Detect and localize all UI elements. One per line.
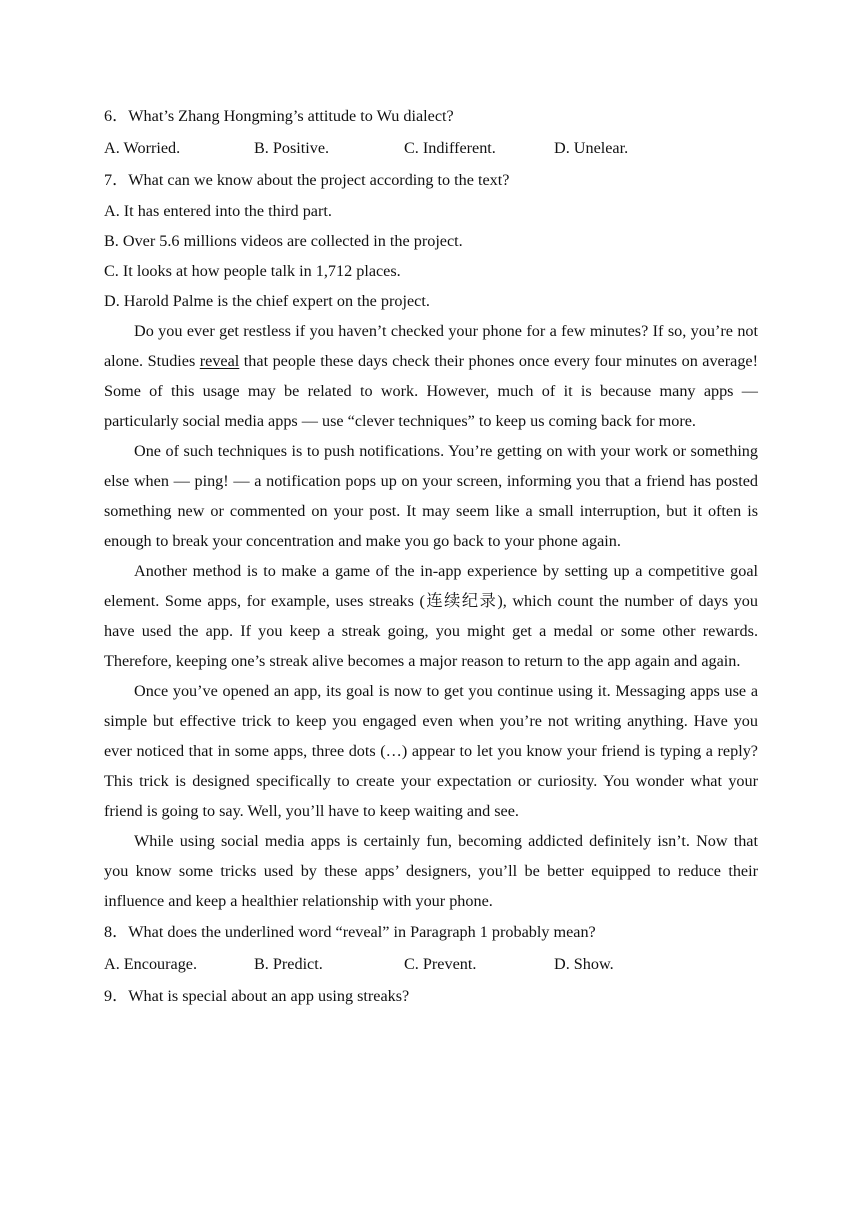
question-8-stem: 8．What does the underlined word “reveal” in Paragraph 1 probably mean? [104,923,596,941]
question-6-option-a: A. Worried. [104,139,181,157]
question-6-option-d: D. Unelear. [554,139,629,157]
question-8-option-a: A. Encourage. [104,955,198,973]
question-7-option-a: A. It has entered into the third part. [104,202,332,220]
question-8-option-b: B. Predict. [254,955,323,973]
question-9-stem: 9．What is special about an app using streaks? [104,987,410,1005]
passage-paragraph-3: Another method is to make a game of the in-app experience by setting up a competitive goal element. Some apps, for example, uses streaks (连续纪录), which count the number of days you have used the app. If you keep a streak going, you might get a medal or some other rewards. Therefore, keeping one’s streak alive becomes a major reason to return to the app again and again. [104,562,758,670]
passage-paragraph-2: One of such techniques is to push notifications. You’re getting on with your work or something else when — ping! — a notification pops up on your screen, informing you that a friend has posted something new or commented on your post. It may seem like a small interruption, but it often is enough to break your concentration and make you go back to your phone again. [104,442,758,550]
question-6-stem: 6．What’s Zhang Hongming’s attitude to Wu dialect? [104,107,454,125]
passage-paragraph-5: While using social media apps is certainly fun, becoming addicted definitely isn’t. Now that you know some tricks used by these apps’ designers, you’ll be better equipped to reduce their influence and keep a healthier relationship with your phone. [104,832,758,910]
question-6-option-b: B. Positive. [254,139,330,157]
paragraph-1-text-start: Do you ever get restless if you haven’t checked your phone for a few minutes? If so, you’re not alone. Studies [104,322,758,370]
question-7-option-d: D. Harold Palme is the chief expert on the project. [104,292,430,310]
question-7-stem: 7．What can we know about the project according to the text? [104,171,510,189]
passage-paragraph-1 [104,316,758,436]
question-8-option-d: D. Show. [554,955,614,973]
question-8-options [104,948,758,980]
passage-paragraph-4: Once you’ve opened an app, its goal is now to get you continue using it. Messaging apps use a simple but effective trick to keep you engaged even when you’re not writing anything. Have you ever noticed that in some apps, three dots (…) appear to let you know your friend is typing a reply? This trick is designed specifically to create your expectation or curiosity. You wonder what your friend is going to say. Well, you’ll have to keep waiting and see. [104,682,758,820]
question-7-option-c: C. It looks at how people talk in 1,712 places. [104,262,401,280]
document-page [104,100,758,1012]
question-6-option-c: C. Indifferent. [404,139,496,157]
paragraph-1-text-end: that people these days check their phones once every four minutes on average! Some of this usage may be related to work. However, much of it is because many apps — particularly social media apps — use “clever techniques” to keep us coming back for more. [104,352,758,430]
underlined-word-reveal: reveal [199,352,240,370]
question-7-option-b: B. Over 5.6 millions videos are collected in the project. [104,232,463,250]
question-6-options [104,132,758,164]
question-8-option-c: C. Prevent. [404,955,477,973]
